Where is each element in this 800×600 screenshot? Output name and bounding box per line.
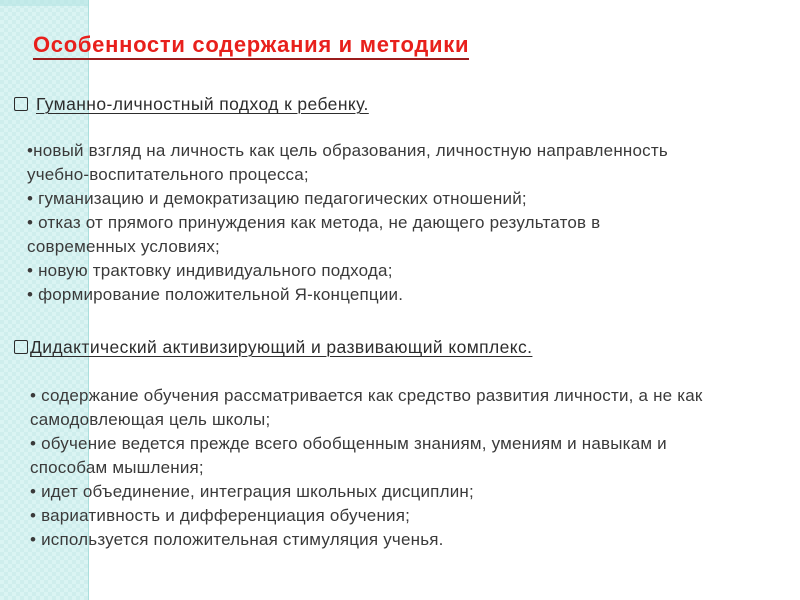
bullet-line: • вариативность и дифференциация обучения; <box>30 506 411 525</box>
bullet-line: • идет объединение, интеграция школьных дисциплин; <box>30 482 474 501</box>
bullet-list-2 <box>30 384 703 552</box>
section-heading-1-text: Гуманно-личностный подход к ребенку. <box>36 94 369 114</box>
bullet-line: • гуманизацию и демократизацию педагогических отношений; <box>27 189 527 208</box>
bullet-line: • содержание обучения рассматривается как средство развития личности, а не как <box>30 386 703 405</box>
bullet-line: • обучение ведется прежде всего обобщенным знаниям, умениям и навыкам и <box>30 434 667 453</box>
bullet-line: • новую трактовку индивидуального подхода; <box>27 261 393 280</box>
bullet-line: учебно-воспитательного процесса; <box>27 165 309 184</box>
section-heading-1 <box>14 92 369 116</box>
checkbox-icon <box>14 340 28 354</box>
bullet-line: • используется положительная стимуляция ученья. <box>30 530 444 549</box>
slide-title-text: Особенности содержания и методики <box>33 32 469 60</box>
slide-title <box>33 31 469 59</box>
checkbox-icon <box>14 97 28 111</box>
bullet-line: • отказ от прямого принуждения как метода, не дающего результатов в <box>27 213 601 232</box>
section-heading-2 <box>14 335 532 359</box>
section-heading-2-text: Дидактический активизирующий и развивающий комплекс. <box>30 337 533 357</box>
bullet-list-1 <box>27 139 668 307</box>
bullet-line: современных условиях; <box>27 237 220 256</box>
bullet-line: способам мышления; <box>30 458 204 477</box>
bullet-line: самодовлеющая цель школы; <box>30 410 271 429</box>
bullet-line: • формирование положительной Я-концепции. <box>27 285 404 304</box>
bullet-line: •новый взгляд на личность как цель образования, личностную направленность <box>27 141 668 160</box>
